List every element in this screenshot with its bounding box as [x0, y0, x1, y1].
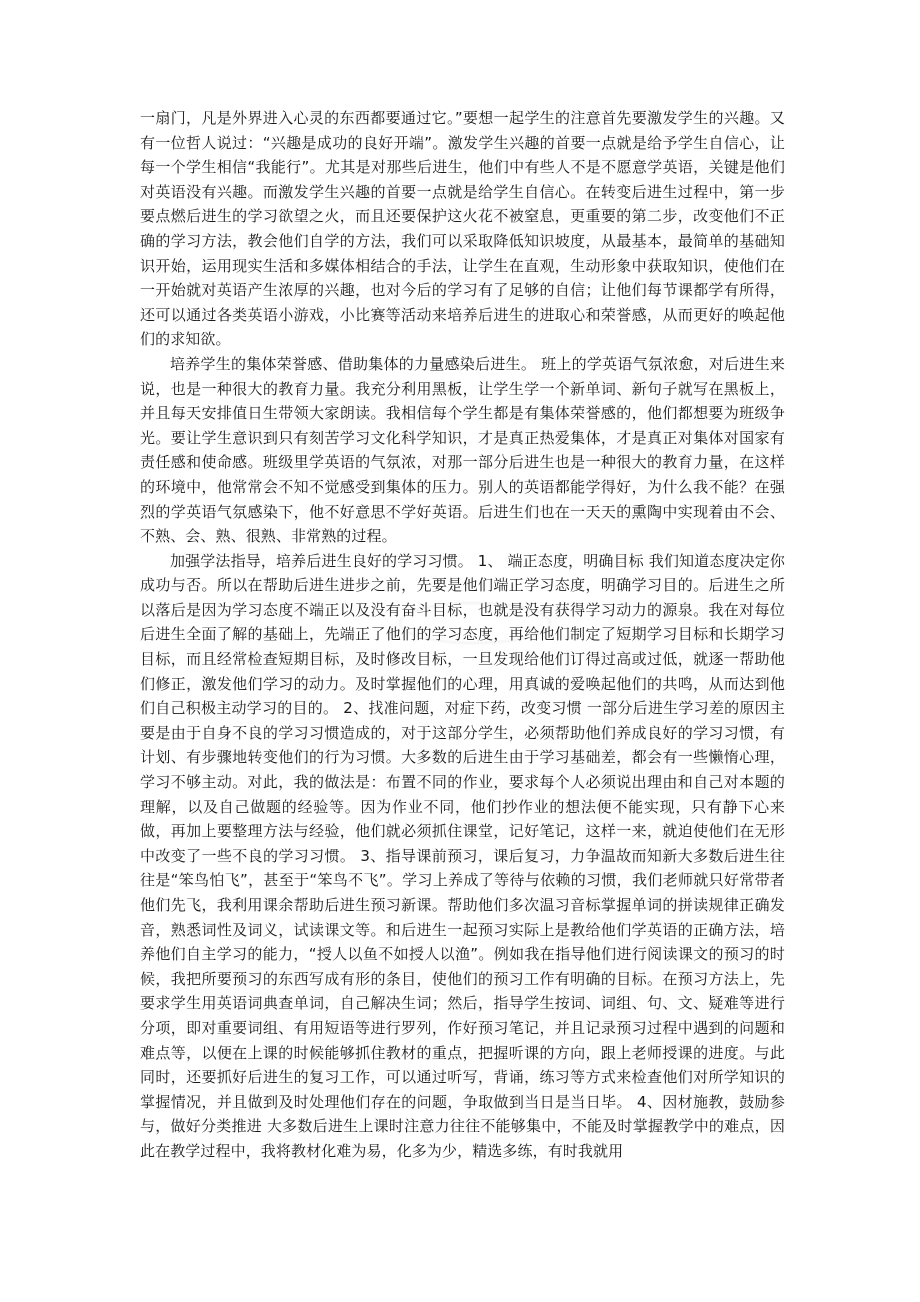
- paragraph-1: 一扇门，凡是外界进入心灵的东西都要通过它。”要想一起学生的注意首先要激发学生的兴趣。又有一位哲人说过：“兴趣是成功的良好开端”。激发学生兴趣的首要一点就是给予学生自信心，让每一个学生相信“我能行”。尤其是对那些后进生，他们中有些人不是不愿意学英语，关键是他们对英语没有兴趣。而激发学生兴趣的首要一点就是给学生自信心。在转变后进生过程中，第一步要点燃后进生的学习欲望之火，而且还要保护这火花不被窒息，更重要的第二步，改变他们不正确的学习方法，教会他们自学的方法，我们可以采取降低知识坡度，从最基本，最简单的基础知识开始，运用现实生活和多媒体相结合的手法，让学生在直观，生动形象中获取知识，使他们在一开始就对英语产生浓厚的兴趣，也对今后的学习有了足够的自信；让他们每节课都学有所得，还可以通过各类英语小游戏，小比赛等活动来培养后进生的进取心和荣誉感，从而更好的唤起他们的求知欲。: [140, 109, 785, 349]
- paragraph-3: 加强学法指导，培养后进生良好的学习习惯。 1、 端正态度，明确目标 我们知道态度决定你成功与否。所以在帮助后进生进步之前，先要是他们端正学习态度，明确学习目的。后进生之所以落后是因为学习态度不端正以及没有奋斗目标，也就是没有获得学习动力的源泉。我在对每位后进生全面了解的基础上，先端正了他们的学习态度，再给他们制定了短期学习目标和长期学习目标，而且经常检查短期目标，及时修改目标，一旦发现给他们订得过高或过低，就逐一帮助他们修正，激发他们学习的动力。及时掌握他们的心理，用真诚的爱唤起他们的共鸣，从而达到他们自己积极主动学习的目的。 2、找准问题，对症下药，改变习惯 一部分后进生学习差的原因主要是由于自身不良的学习习惯造成的，对于这部分学生，必须帮助他们养成良好的学习习惯，有计划、有步骤地转变他们的行为习惯。大多数的后进生由于学习基础差，都会有一些懒惰心理，学习不够主动。对此，我的做法是：布置不同的作业，要求每个人必须说出理由和自己对本题的理解，以及自己做题的经验等。因为作业不同，他们抄作业的想法便不能实现，只有静下心来做，再加上要整理方法与经验，他们就必须抓住课堂，记好笔记，这样一来，就迫使他们在无形中改变了一些不良的学习习惯。 3、指导课前预习，课后复习，力争温故而知新大多数后进生往往是“笨鸟怕飞”，甚至于“笨鸟不飞”。学习上养成了等待与依赖的习惯，我们老师就只好常带者他们先飞，我利用课余帮助后进生预习新课。帮助他们多次温习音标掌握单词的拼读规律正确发音，熟悉词性及词义，试读课文等。和后进生一起预习实际上是教给他们学英语的正确方法，培养他们自主学习的能力，“授人以鱼不如授人以渔”。例如我在指导他们进行阅读课文的预习的时候，我把所要预习的东西写成有形的条目，使他们的预习工作有明确的目标。在预习方法上，先要求学生用英语词典查单词，自己解决生词；然后，指导学生按词、词组、句、文、疑难等进行分项，即对重要词组、有用短语等进行罗列，作好预习笔记，并且记录预习过程中遇到的问题和难点等，以便在上课的时候能够抓住教材的重点，把握听课的方向，跟上老师授课的进度。与此同时，还要抓好后进生的复习工作，可以通过听写，背诵，练习等方式来检查他们对所学知识的掌握情况，并且做到及时处理他们存在的问题，争取做到当日是当日毕。 4、因材施教，鼓励参与，做好分类推进 大多数后进生上课时注意力往往不能够集中，不能及时掌握教学中的难点，因此在教学过程中，我将教材化难为易，化多为少，精选多练，有时我就用: [140, 551, 785, 1160]
- paragraph-2: 培养学生的集体荣誉感、借助集体的力量感染后进生。 班上的学英语气氛浓愈，对后进生来说，也是一种很大的教育力量。我充分利用黑板，让学生学一个新单词、新句子就写在黑板上，并且每天安排值日生带领大家朗读。我相信每个学生都是有集体荣誉感的，他们都想要为班级争光。要让学生意识到只有刻苦学习文化科学知识，才是真正热爱集体，才是真正对集体对国家有责任感和使命感。班级里学英语的气氛浓，对那一部分后进生也是一种很大的教育力量，在这样的环境中，他常常会不知不觉感受到集体的压力。别人的英语都能学得好，为什么我不能？在强烈的学英语气氛感染下，他不好意思不学好英语。后进生们也在一天天的熏陶中实现着由不会、不熟、会、熟、很熟、非常熟的过程。: [140, 354, 785, 546]
- document-page: [140, 106, 785, 1164]
